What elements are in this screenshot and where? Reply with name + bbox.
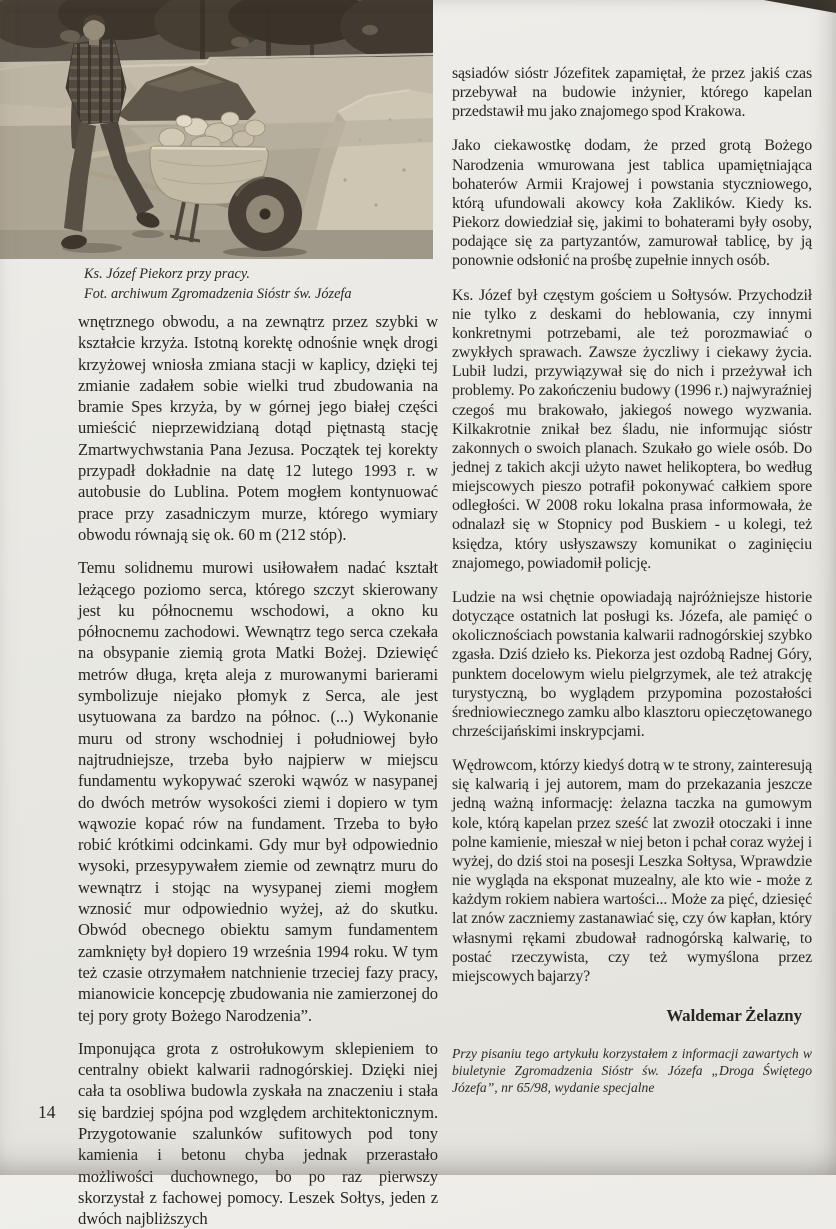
paragraph: Jako ciekawostkę dodam, że przed grotą Bożego Narodzenia wmurowana jest tablica upamiętniająca bohaterów Armii Krajowej i powstania styczniowego, którą ufundowali akowcy koła Zaklików. Kiedy ks. Piekorz dowiedział się, jakimi to bohaterami były osoby, podające się za partyzantów, zamurował tablicę, by ją ponownie odsłonić na prośbę zupełnie innych osób. — [452, 137, 812, 270]
paragraph: Ludzie na wsi chętnie opowiadają najróżniejsze historie dotyczące ostatnich lat posługi ks. Józefa, ale pamięć o okolicznościach powstania kalwarii radnogórskiej szybko zgasła. Dziś dzieło ks. Piekorza jest ozdobą Radnej Góry, punktem docelowym wielu pielgrzymek, ale też atrakcję turystyczną, bo wyglądem przypomina pozostałości średniowiecznego zamku albo klasztoru opieczętowanego chrześcijańskimi inskrypcjami. — [452, 588, 812, 740]
paragraph: Imponująca grota z ostrołukowym sklepieniem to centralny obiekt kalwarii radnogórskiej. Dzięki niej cała ta osobliwa budowla zyskała na znaczeniu i stała się bardziej spójna pod względem architektonicznym. Przygotowanie szalunków sufitowych pod tony kamienia i betonu chyba jednak przerastało możliwości duchownego, bo po raz pierwszy skorzystał z fachowej pomocy. Leszek Sołtys, jeden z dwóch najbliższych — [78, 1038, 438, 1229]
photo-caption-line1: Ks. Józef Piekorz przy pracy. — [84, 266, 250, 282]
paragraph: Wędrowcom, którzy kiedyś dotrą w te strony, zainteresują się kalwarią i jej autorem, mam do przekazania jeszcze jedną ważną informację: żelazna taczka na gumowym kole, którą kapelan przez sześć lat zwoził otoczaki i inne polne kamienie, mieszał w niej beton i pchał coraz wyżej i wyżej, do dziś stoi na posesji Leszka Sołtysa, Wprawdzie nie wygląda na eksponat muzealny, ale kto wie - może z każdym rokiem nabiera wartości... Może za pięć, dziesięć lat znów zaczniemy zastanawiać się, czy ów kapłan, który własnymi rękami zbudował radnogórską kalwarię, to postać rzeczywista, czy też wymyślona przez miejscowych bajarzy? — [452, 757, 812, 985]
photo-caption-line2: Fot. archiwum Zgromadzenia Sióstr św. Józefa — [84, 285, 352, 302]
article-photo — [0, 0, 433, 259]
photo-caption — [84, 265, 424, 304]
page-number: 14 — [38, 1102, 56, 1122]
left-column — [78, 311, 438, 1229]
source-footnote: Przy pisaniu tego artykułu korzystałem z informacji zawartych w biuletynie Zgromadzenia Sióstr św. Józefa „Droga Świętego Józefa”, nr 65/98, wydanie specjalne — [452, 1046, 812, 1095]
author-signature: Waldemar Żelazny — [666, 1006, 802, 1026]
paragraph: Ks. Józef był częstym gościem u Sołtysów. Przychodził nie tylko z deskami do heblowania, czy innymi konkretnymi potrzebami, ale też porozmawiać o zwykłych sprawach. Zawsze życzliwy i ciekawy życia. Lubił ludzi, przywiązywał się do nich i przeżywał ich problemy. Po zakończeniu budowy (1996 r.) najwyraźniej czegoś mu brakowało, jakiegoś nowego wyzwania. Kilkakrotnie znikał bez śladu, nie informując sióstr zakonnych o swoich planach. Szukało go wiele osób. Do jednej z takich akcji użyto nawet helikoptera, bo według miejscowych pieszo potrafił pokonywać całkiem spore odległości. W 2008 roku lokalna prasa informowała, że odnalazł się w Stopnicy pod Buskiem - u kolegi, też księdza, który usłyszawszy komunikat o zaginięciu znajomego, powiadomił policję. — [452, 286, 812, 572]
paragraph: wnętrznego obwodu, a na zewnątrz przez szybki w kształcie krzyża. Istotną korektę odnośnie wnęk drogi krzyżowej wniosła zmiana stacji w kaplicy, dzięki tej zmianie zadałem sobie wielki trud zbudowania na bramie Spes krzyża, by w górnej jego białej części umieścić nieprzewidzianą dotąd piętnastą stację Zmartwychwstania Pana Jezusa. Początek tej korekty przypadł dokładnie na datę 12 lutego 1993 r. w autobusie do Lublina. Potem mogłem kontynuować prace przy zasadniczym murze, którego wymiary obwodu równają się ok. 60 m (212 stóp). — [78, 312, 438, 544]
scan-corner-artifact — [752, 0, 836, 13]
paragraph: sąsiadów sióstr Józefitek zapamiętał, że przez jakiś czas przebywał na budowie inżynier, którego kapelan przedstawił mu jako znajomego spod Krakowa. — [452, 65, 812, 121]
paragraph: Temu solidnemu murowi usiłowałem nadać kształt leżącego poziomo serca, którego szczyt skierowany jest ku północnemu wschodowi, a okno ku północnemu zachodowi. Wewnątrz tego serca czekała na obsypanie ziemią grota Matki Bożej. Dziewięć metrów długa, kręta aleja z murowanymi barierami symbolizuje niejako płomyk z Serca, ale jest usytuowana za bardzo na północ. (...) Wykonanie muru od strony wschodniej i południowej było najtrudniejsze, trzeba było najpierw w miejscu fundamentu wykopywać szeroki wąwóz w nasypanej do dwóch metrów wysokości ziemi i dopiero w tym wąwozie kopać rów na fundament. Trzeba to było robić krótkimi odcinkami. Gdy mur był odpowiednio wysoki, przesypywałem ziemie od zewnątrz muru do wewnątrz i stojąc na wysypanej ziemi mogłem wznosić mur odpowiednio wyżej, aż do skutku. Obwód obecnego obiektu samym fundamentem zamknięty był dopiero 19 września 1994 roku. W tym też czasie otrzymałem natchnienie trzeciej fazy pracy, mianowicie koncepcję zbudowania nie zamierzonej do tej pory groty Bożego Narodzenia”. — [78, 558, 438, 1025]
right-column — [452, 64, 812, 1097]
wheelbarrow-photo-illustration — [0, 0, 433, 259]
